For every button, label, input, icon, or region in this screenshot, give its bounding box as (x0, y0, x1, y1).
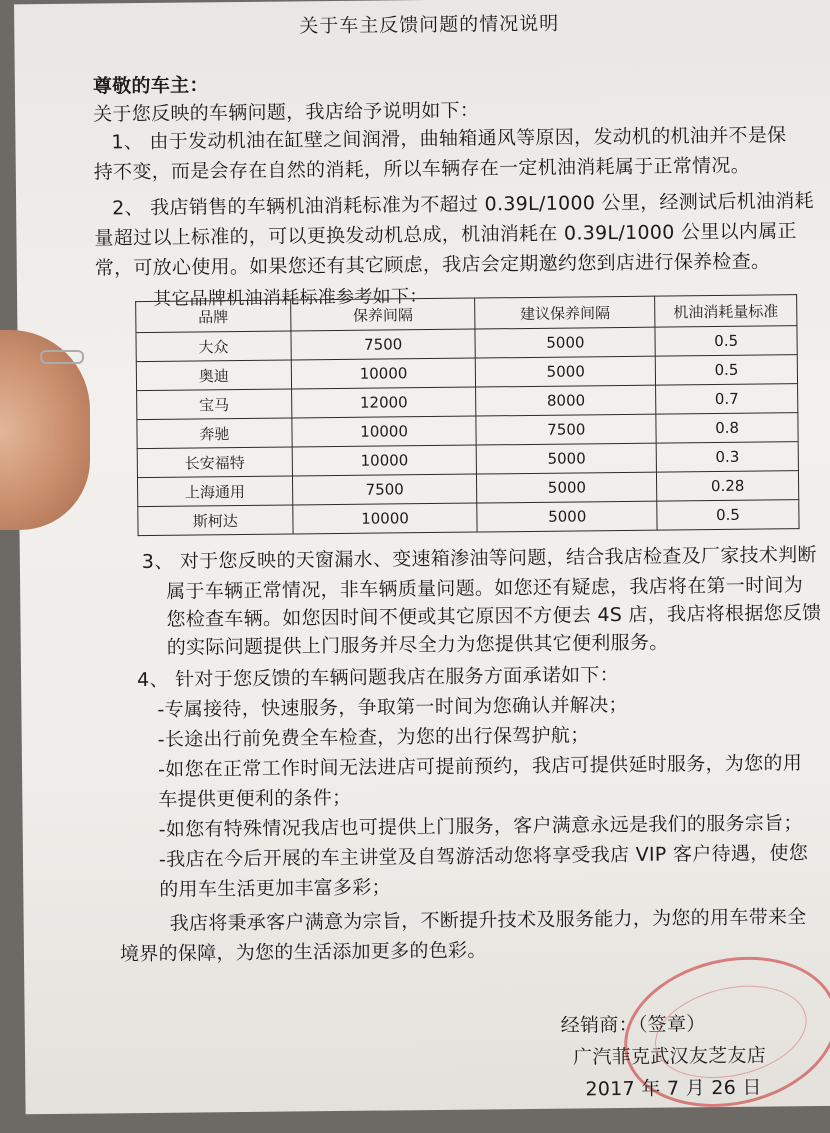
document-body (14, 0, 830, 1114)
table-caption: 其它品牌机油消耗标准参考如下： (153, 286, 428, 310)
cell-brand: 奥迪 (136, 360, 291, 391)
commitment-item-3-line-2: 车提供更便利的条件； (158, 786, 352, 811)
commitment-item-2: -长途出行前免费全车检查，为您的出行保驾护航； (157, 724, 590, 751)
cell-suggested: 5000 (477, 443, 657, 474)
cell-consumption: 0.3 (656, 442, 798, 472)
paragraph-2-line-3: 常，可放心使用。如果您还有其它顾虑，我店会定期邀约您到店进行保养检查。 (94, 250, 771, 280)
cell-brand: 奔驰 (137, 418, 292, 449)
document-date: 2017 年 7 月 26 日 (585, 1076, 762, 1101)
paragraph-1-line-1: 1、 由于发动机油在缸壁之间润滑，曲轴箱通风等原因，发动机的机油并不是保 (111, 124, 787, 154)
cell-consumption: 0.5 (655, 355, 797, 385)
cell-interval: 7500 (292, 474, 477, 505)
header-oil-consumption: 机油消耗量标准 (655, 295, 797, 327)
commitment-item-4: -如您有特殊情况我店也可提供上门服务，客户满意永远是我们的服务宗旨； (158, 812, 803, 841)
header-suggested-interval: 建议保养间隔 (475, 296, 655, 329)
cell-consumption: 0.7 (656, 384, 798, 414)
cell-brand: 斯柯达 (138, 505, 293, 536)
cell-brand: 大众 (136, 331, 291, 362)
paragraph-3-line-4: 的实际问题提供上门服务并尽全力为您提供其它便利服务。 (166, 631, 669, 659)
cell-suggested: 7500 (476, 414, 656, 445)
paragraph-4-line-1: 4、 针对于您反馈的车辆问题我店在服务方面承诺如下： (136, 664, 620, 692)
greeting: 尊敬的车主： (92, 74, 209, 98)
cell-interval: 12000 (291, 387, 476, 418)
oil-consumption-table (135, 294, 799, 536)
cell-interval: 7500 (291, 329, 476, 360)
cell-consumption: 0.28 (657, 471, 799, 501)
dealer-name: 广汽菲克武汉友芝友店 (572, 1044, 767, 1069)
cell-brand: 上海通用 (137, 476, 292, 507)
cell-interval: 10000 (293, 503, 478, 534)
paragraph-2-line-2: 量超过以上标准的，可以更换发动机总成，机油消耗在 0.39L/1000 公里以内属正 (94, 220, 797, 250)
document-title: 关于车主反馈问题的情况说明 (299, 12, 560, 38)
closing-line-1: 我店将秉承客户满意为宗旨，不断提升技术及服务能力，为您的用车带来全 (169, 906, 807, 935)
cell-suggested: 5000 (475, 327, 655, 358)
paragraph-3-line-3: 您检查车辆。如您因时间不便或其它原因不方便去 4S 店，我店将根据您反馈 (166, 601, 822, 631)
commitment-item-3-line-1: -如您在正常工作时间无法进店可提前预约，我店可提供延时服务，为您的用 (157, 752, 803, 781)
document-paper (14, 0, 830, 1114)
cell-consumption: 0.5 (657, 500, 799, 530)
intro-line: 关于您反映的车辆问题，我店给予说明如下： (93, 99, 480, 126)
cell-suggested: 5000 (477, 472, 657, 503)
cell-suggested: 5000 (476, 356, 656, 387)
cell-interval: 10000 (292, 416, 477, 447)
paragraph-2-line-1: 2、 我店销售的车辆机油消耗标准为不超过 0.39L/1000 公里，经测试后机油消耗 (112, 189, 815, 220)
paragraph-3-line-2: 属于车辆正常情况，非车辆质量问题。如您还有疑虑，我店将在第一时间为 (166, 574, 804, 603)
paragraph-1-line-2: 持不变，而是会存在自然的消耗，所以车辆存在一定机油消耗属于正常情况。 (93, 154, 751, 184)
table-row (138, 500, 799, 536)
cell-consumption: 0.8 (656, 413, 798, 443)
cell-consumption: 0.5 (655, 326, 797, 356)
commitment-item-5-line-1: -我店在今后开展的车主讲堂及自驾游活动您将享受我店 VIP 客户待遇，使您 (158, 842, 809, 871)
header-service-interval: 保养间隔 (290, 298, 475, 331)
cell-brand: 长安福特 (137, 447, 292, 478)
cell-suggested: 8000 (476, 385, 656, 416)
cell-suggested: 5000 (477, 501, 657, 532)
dealer-signature-label: 经销商：（签章） (560, 1013, 706, 1037)
cell-interval: 10000 (292, 445, 477, 476)
paper-clip-icon (40, 350, 84, 364)
commitment-item-1: -专属接待，快速服务，争取第一时间为您确认并解决； (157, 693, 628, 721)
cell-interval: 10000 (291, 358, 476, 389)
cell-brand: 宝马 (137, 389, 292, 420)
commitment-item-5-line-2: 的用车生活更加丰富多彩； (159, 876, 392, 901)
paragraph-3-line-1: 3、 对于您反映的天窗漏水、变速箱渗油等问题，结合我店检查及厂家技术判断 (141, 543, 817, 574)
header-brand: 品牌 (136, 300, 291, 333)
closing-line-2: 境界的保障，为您的生活添加更多的色彩。 (119, 939, 487, 966)
